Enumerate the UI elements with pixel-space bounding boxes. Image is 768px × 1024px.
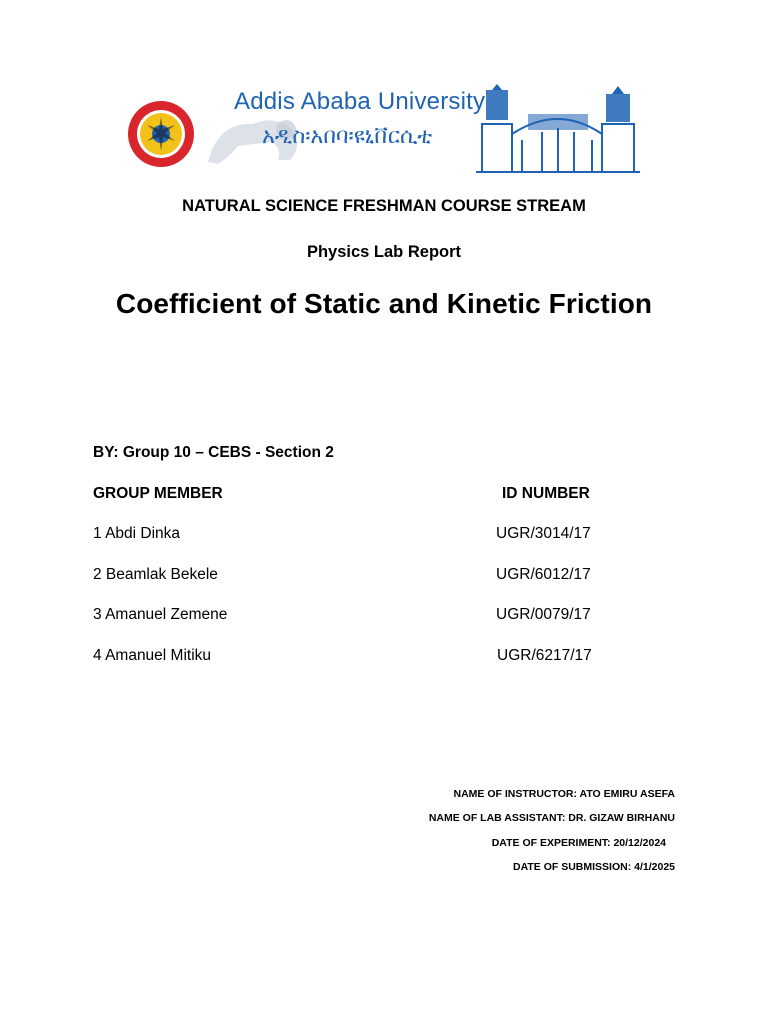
lab-assistant-name: NAME OF LAB ASSISTANT: DR. GIZAW BIRHANU [428,812,675,824]
report-title: Coefficient of Static and Kinetic Friction [115,288,653,319]
member-id: UGR/3014/17 [496,525,591,542]
group-member-column-header: GROUP MEMBER [93,485,223,502]
submission-date: DATE OF SUBMISSION: 4/1/2025 [512,861,675,873]
member-id: UGR/6217/17 [497,647,592,664]
member-name: 4 Amanuel Mitiku [93,647,212,664]
id-number-column-header: ID NUMBER [502,485,590,502]
university-seal-logo [126,99,196,169]
member-id: UGR/0079/17 [496,606,591,623]
university-name-amharic: አዲስ፡አበባ፡ዩኒቨርሲቲ [262,123,433,148]
experiment-date: DATE OF EXPERIMENT: 20/12/2024 [491,837,666,849]
group-byline: BY: Group 10 – CEBS - Section 2 [93,444,334,461]
member-name: 3 Amanuel Zemene [93,606,228,623]
university-header [120,84,650,184]
member-name: 2 Beamlak Bekele [93,566,218,583]
course-stream-heading: NATURAL SCIENCE FRESHMAN COURSE STREAM [182,197,586,215]
report-type-heading: Physics Lab Report [306,243,462,261]
member-id: UGR/6012/17 [496,566,591,583]
instructor-name: NAME OF INSTRUCTOR: ATO EMIRU ASEFA [453,788,675,800]
member-name: 1 Abdi Dinka [93,525,181,542]
university-building-logo [472,84,644,176]
university-name-english: Addis Ababa University [234,88,486,115]
